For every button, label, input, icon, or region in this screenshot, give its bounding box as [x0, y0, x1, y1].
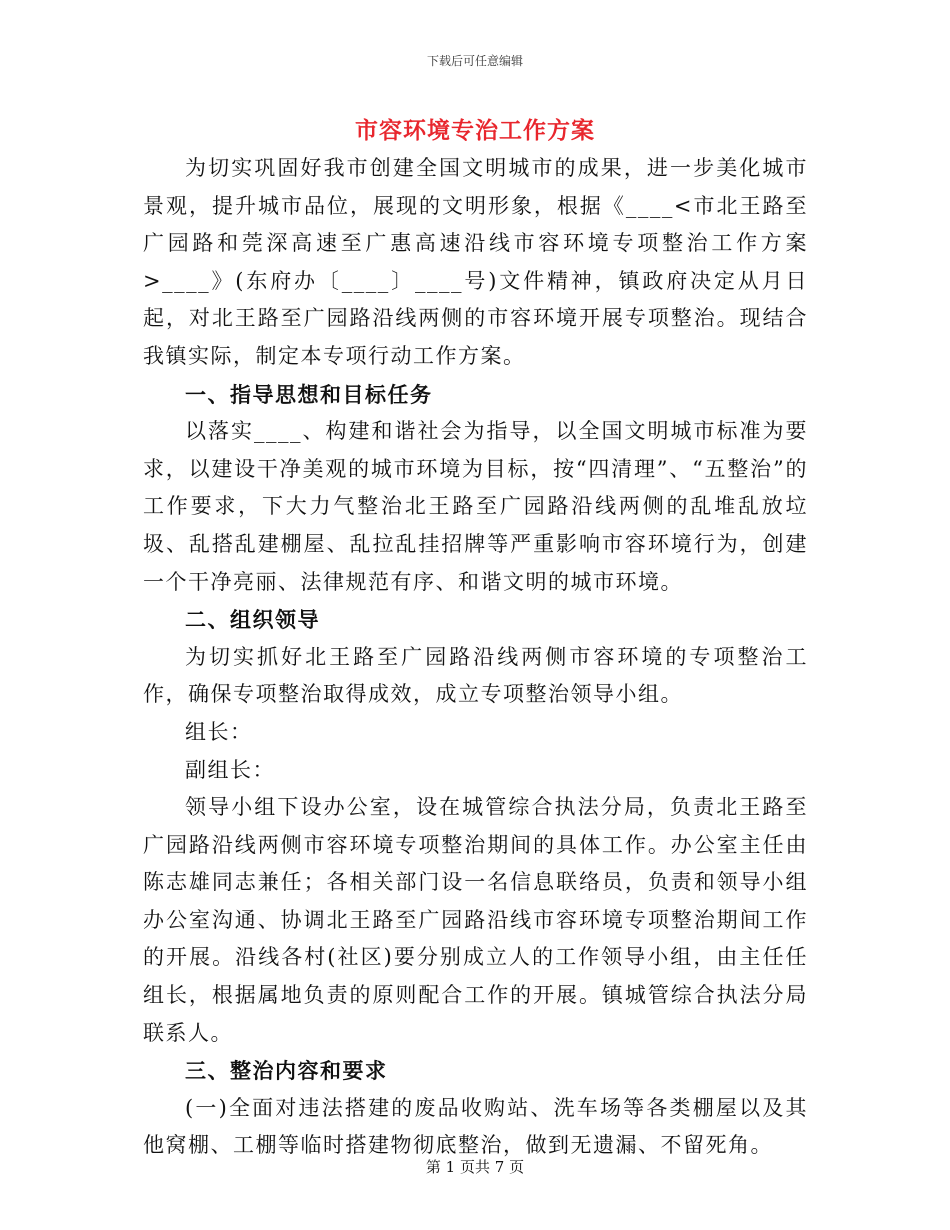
page-number: 第 1 页共 7 页 — [425, 1158, 525, 1176]
paragraph-item-one: (一)全面对违法搭建的废品收购站、洗车场等各类棚屋以及其他窝棚、工棚等临时搭建物彻底整治，做到无遗漏、不留死角。 — [143, 1095, 808, 1158]
heading-organization: 二、组织领导 — [185, 607, 320, 633]
paragraph-group-leader: 组长： — [185, 719, 253, 744]
document-title: 市容环境专治工作方案 — [355, 117, 595, 144]
heading-guiding-ideas: 一、指导思想和目标任务 — [185, 381, 433, 407]
page-header-note: 下载后可任意编辑 — [426, 54, 523, 68]
document-body — [143, 150, 808, 1165]
paragraph-organization: 为切实抓好北王路至广园路沿线两侧市容环境的专项整治工作，确保专项整治取得成效，成立专项整治领导小组。 — [143, 644, 808, 707]
paragraph-office: 领导小组下设办公室，设在城管综合执法分局，负责北王路至广园路沿线两侧市容环境专项整治期间的具体工作。办公室主任由陈志雄同志兼任；各相关部门设一名信息联络员，负责和领导小组办公室沟通、协调北王路至广园路沿线市容环境专项整治期间工作的开展。沿线各村(社区)要分别成立人的工作领导小组，由主任任组长，根据属地负责的原则配合工作的开展。镇城管综合执法分局联系人。 — [143, 795, 808, 1045]
paragraph-intro: 为切实巩固好我市创建全国文明城市的成果，进一步美化城市景观，提升城市品位，展现的文明形象，根据《____<市北王路至广园路和莞深高速至广惠高速沿线市容环境专项整治工作方案>____》(东府办〔____〕____号)文件精神，镇政府决定从月日起，对北王路至广园路沿线两侧的市容环境开展专项整治。现结合我镇实际，制定本专项行动工作方案。 — [143, 156, 808, 368]
paragraph-deputy-leader: 副组长： — [185, 757, 275, 782]
paragraph-guiding-ideas: 以落实____、构建和谐社会为指导，以全国文明城市标准为要求，以建设干净美观的城市环境为目标，按“四清理”、“五整治”的工作要求，下大力气整治北王路至广园路沿线两侧的乱堆乱放垃圾、乱搭乱建棚屋、乱拉乱挂招牌等严重影响市容环境行为，创建一个干净亮丽、法律规范有序、和谐文明的城市环境。 — [143, 419, 808, 594]
heading-content-requirements: 三、整治内容和要求 — [185, 1058, 388, 1084]
